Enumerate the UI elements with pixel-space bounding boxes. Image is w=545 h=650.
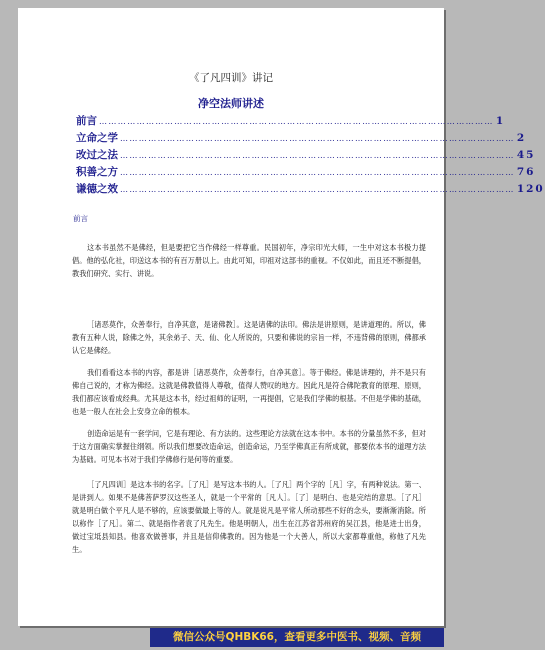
toc-entry-establishing-destiny[interactable] <box>76 130 527 147</box>
toc-entry-humility[interactable] <box>76 181 545 198</box>
toc-leader-dots: ……………………………………………………………………………………………………………… <box>120 134 515 143</box>
toc-entry-label: 谦德之效 <box>76 183 118 195</box>
body-paragraph: ［诸恶莫作，众善奉行，自净其意，是诸佛教］。这是诸佛的法印。佛法是讲原则，是讲道理的。所以，佛教有五种人说，除佛之外，其余弟子、天、仙、化人所说的，只要和佛说的宗旨一样，不违背佛的原则，佛都承认它是佛经。 <box>72 320 426 355</box>
toc-entry-label: 前言 <box>76 115 97 127</box>
footer-banner: 微信公众号QHBK66，查看更多中医书、视频、音频 <box>150 628 444 647</box>
toc-entry-page: 45 <box>516 149 536 161</box>
body-paragraph: 这本书虽然不是佛经，但是要把它当作佛经一样尊重。民国初年，净宗印光大师，一生中对这本书极力提倡。他的弘化社，印送这本书的有百万册以上。由此可知，印祖对这部书的重视。不仅如此，而且还不断提倡，教我们研究、实行、讲说。 <box>72 243 426 278</box>
toc-leader-dots: ……………………………………………………………………………………………………………… <box>99 117 494 126</box>
toc-entry-page: 120 <box>516 183 545 195</box>
toc-entry-label: 立命之学 <box>76 132 118 144</box>
toc-leader-dots: ……………………………………………………………………………………………………………… <box>120 185 515 194</box>
section-heading: 前言 <box>73 214 88 223</box>
toc-entry-accumulating-goodness[interactable] <box>76 164 536 181</box>
toc-entry-label: 改过之法 <box>76 149 118 161</box>
toc-entry-page: 1 <box>495 115 506 127</box>
body-paragraph: 我们看看这本书的内容，都是讲［诸恶莫作，众善奉行，自净其意］。等于佛经。佛是讲理的，并不是只有佛自己说的，才称为佛经。这就是佛教值得人尊敬，值得人赞叹的地方。因此凡是符合佛陀教育的原理、原则，我们都应该看成经典。尤其是这本书，经过祖师的证明，一再提倡，它是我们学佛的根基。不但是学佛的基础，也是一般人在社会上安身立命的根本。 <box>72 368 426 416</box>
table-of-contents <box>76 113 545 198</box>
document-page <box>18 8 545 626</box>
body-paragraph: 创造命运是有一套学问，它是有理论、有方法的。这些理论方法就在这本书中。本书的分量虽然不多，但对于这方面确实掌握住纲领。所以我们想要改造命运，创造命运，乃至学佛真正有所成就，都要依本书的道理方法为基础。可见本书对于我们学佛修行是何等的重要。 <box>72 429 426 464</box>
toc-entry-label: 积善之方 <box>76 166 118 178</box>
document-title: 《了凡四训》讲记 <box>189 72 273 84</box>
toc-entry-page: 2 <box>516 132 527 144</box>
toc-leader-dots: ……………………………………………………………………………………………………………… <box>120 168 515 177</box>
document-subtitle: 净空法师讲述 <box>198 97 264 110</box>
toc-entry-page: 76 <box>516 166 536 178</box>
toc-entry-preface[interactable] <box>76 113 506 130</box>
body-paragraph: ［了凡四训］是这本书的名字。［了凡］是写这本书的人。［了凡］两个字的［凡］字，有两种说法。第一、是讲到人。如果不是佛菩萨罗汉这些圣人，就是一个平常的［凡人］。［了］是明白、也是完结的意思。［了凡］就是明白做个平凡人是不够的，应该要做最上等的人。就是说凡是平常人所动那些不好的念头，要渐渐消除。所以称作［了凡］。第二、就是指作者袁了凡先生。他是明朝人，出生在江苏省苏州府的吴江县，他是进士出身，做过宝坻县知县。他喜欢做善事，并且是信仰佛教的。因为他是一个大善人，所以大家都尊重他，称他了凡先生。 <box>72 480 426 554</box>
toc-leader-dots: ……………………………………………………………………………………………………………… <box>120 151 515 160</box>
toc-entry-reforming-faults[interactable] <box>76 147 536 164</box>
